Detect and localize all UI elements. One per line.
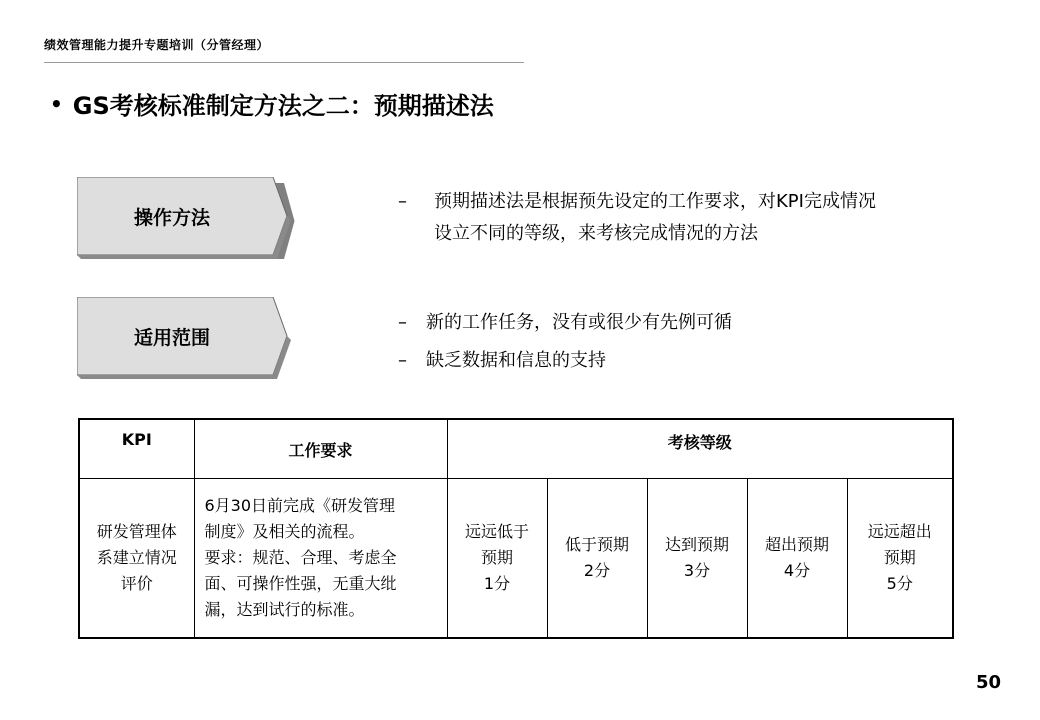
scope-item-2: 缺乏数据和信息的支持 [426, 350, 606, 371]
scope-description [398, 304, 732, 380]
page-title [50, 86, 494, 121]
header-kpi: KPI [79, 419, 194, 479]
header-divider [44, 62, 524, 63]
cell-grade-5: 远远超出 预期 5分 [847, 479, 953, 639]
cell-grade-4: 超出预期 4分 [747, 479, 847, 639]
cell-kpi: 研发管理体 系建立情况 评价 [79, 479, 194, 639]
method-line-1: 预期描述法是根据预先设定的工作要求，对KPI完成情况 [434, 191, 876, 212]
method-arrow-box [77, 177, 297, 257]
method-label: 操作方法 [133, 206, 210, 229]
scope-item-1: 新的工作任务，没有或很少有先例可循 [426, 312, 732, 333]
page-number: 50 [976, 672, 1002, 693]
scope-arrow-box [77, 297, 297, 377]
dash-icon: – [398, 312, 407, 333]
header-grades: 考核等级 [447, 419, 953, 479]
scope-label: 适用范围 [133, 326, 210, 349]
title-text: GS考核标准制定方法之二：预期描述法 [72, 92, 494, 120]
dash-icon: – [398, 191, 407, 212]
title-bullet: • [50, 91, 63, 116]
dash-icon: – [398, 350, 407, 371]
cell-grade-3: 达到预期 3分 [647, 479, 747, 639]
header-requirement: 工作要求 [194, 419, 447, 479]
table-row [79, 479, 953, 639]
method-line-2: 设立不同的等级，来考核完成情况的方法 [434, 223, 758, 244]
cell-grade-2: 低于预期 2分 [547, 479, 647, 639]
cell-requirement: 6月30日前完成《研发管理 制度》及相关的流程。 要求：规范、合理、考虑全 面、可操作性强，无重大纰 漏，达到试行的标准。 [194, 479, 447, 639]
table-header-row [79, 419, 953, 479]
cell-grade-1: 远远低于 预期 1分 [447, 479, 547, 639]
header-title: 绩效管理能力提升专题培训（分管经理） [44, 38, 270, 52]
kpi-table [78, 418, 954, 639]
method-description [398, 186, 876, 250]
